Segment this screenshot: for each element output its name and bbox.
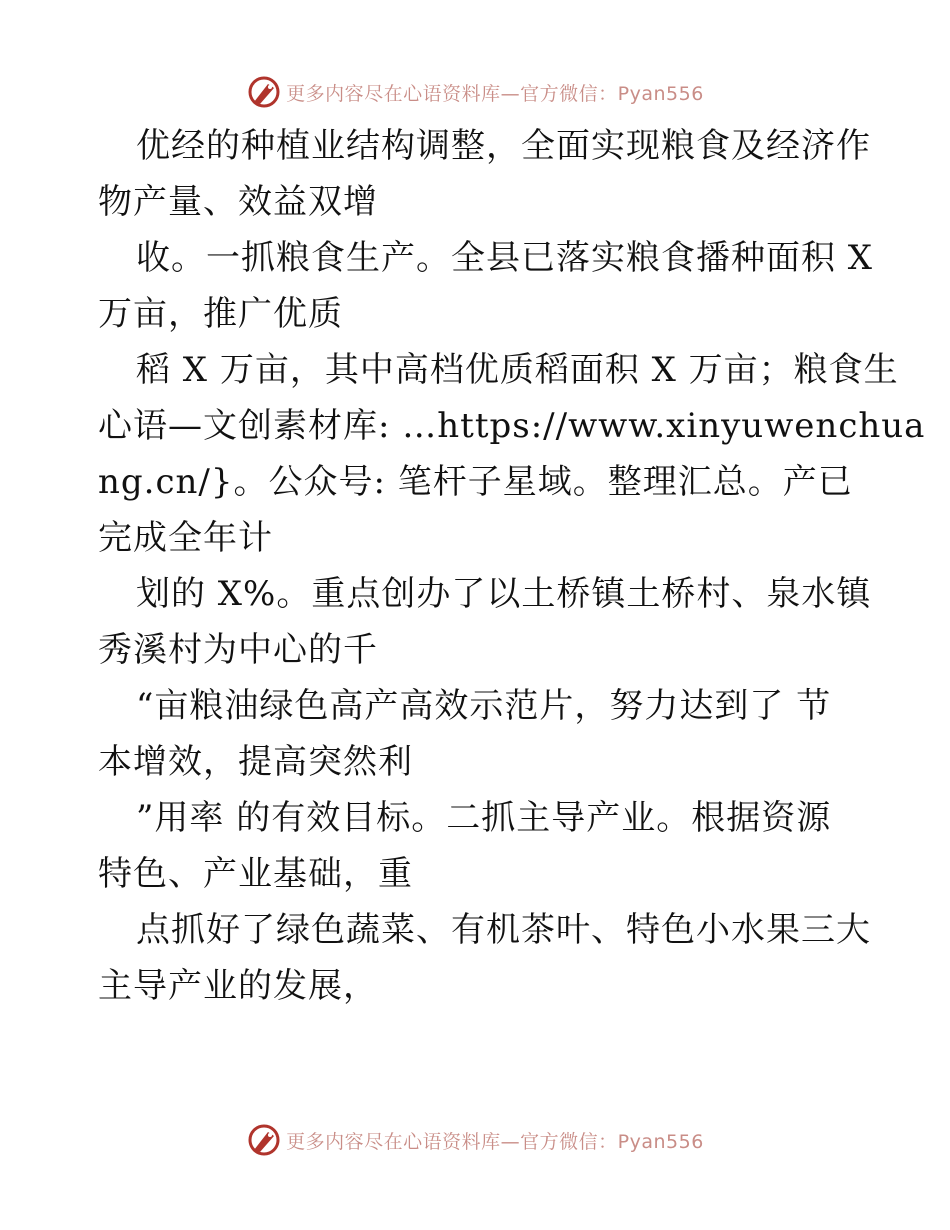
footer-banner-text: 更多内容尽在心语资料库—官方微信：Pyan556 <box>286 1130 704 1153</box>
pen-logo-icon <box>246 74 282 110</box>
text-line: ng.cn/}。公众号: 笔杆子星域。整理汇总。产已 <box>98 462 853 502</box>
text-line: ”用率 的有效目标。二抓主导产业。根据资源 <box>136 798 832 838</box>
pen-logo-icon <box>246 1122 282 1158</box>
text-line: 完成全年计 <box>98 518 273 558</box>
text-line: 收。一抓粮食生产。全县已落实粮食播种面积 X <box>136 238 874 278</box>
text-line: 万亩，推广优质 <box>98 294 343 334</box>
header-banner-text: 更多内容尽在心语资料库—官方微信：Pyan556 <box>286 82 704 105</box>
text-line: 优经的种植业结构调整，全面实现粮食及经济作 <box>136 126 871 166</box>
text-line: 点抓好了绿色蔬菜、有机茶叶、特色小水果三大 <box>136 910 871 950</box>
text-line: “亩粮油绿色高产高效示范片，努力达到了 节 <box>136 686 832 726</box>
text-line: 本增效，提高突然利 <box>98 742 413 782</box>
text-line: 心语—文创素材库: …https://www.xinyuwenchua <box>98 406 926 446</box>
text-line: 特色、产业基础，重 <box>98 854 413 894</box>
header-banner <box>0 72 950 112</box>
text-line: 秀溪村为中心的千 <box>98 630 378 670</box>
footer-banner <box>0 1120 950 1160</box>
body-paragraph <box>98 118 926 1014</box>
text-line: 物产量、效益双增 <box>98 182 378 222</box>
text-line: 划的 X%。重点创办了以土桥镇土桥村、泉水镇 <box>136 574 872 614</box>
document-body <box>98 118 926 1014</box>
text-line: 主导产业的发展， <box>98 966 378 1006</box>
text-line: 稻 X 万亩，其中高档优质稻面积 X 万亩；粮食生 <box>136 350 899 390</box>
